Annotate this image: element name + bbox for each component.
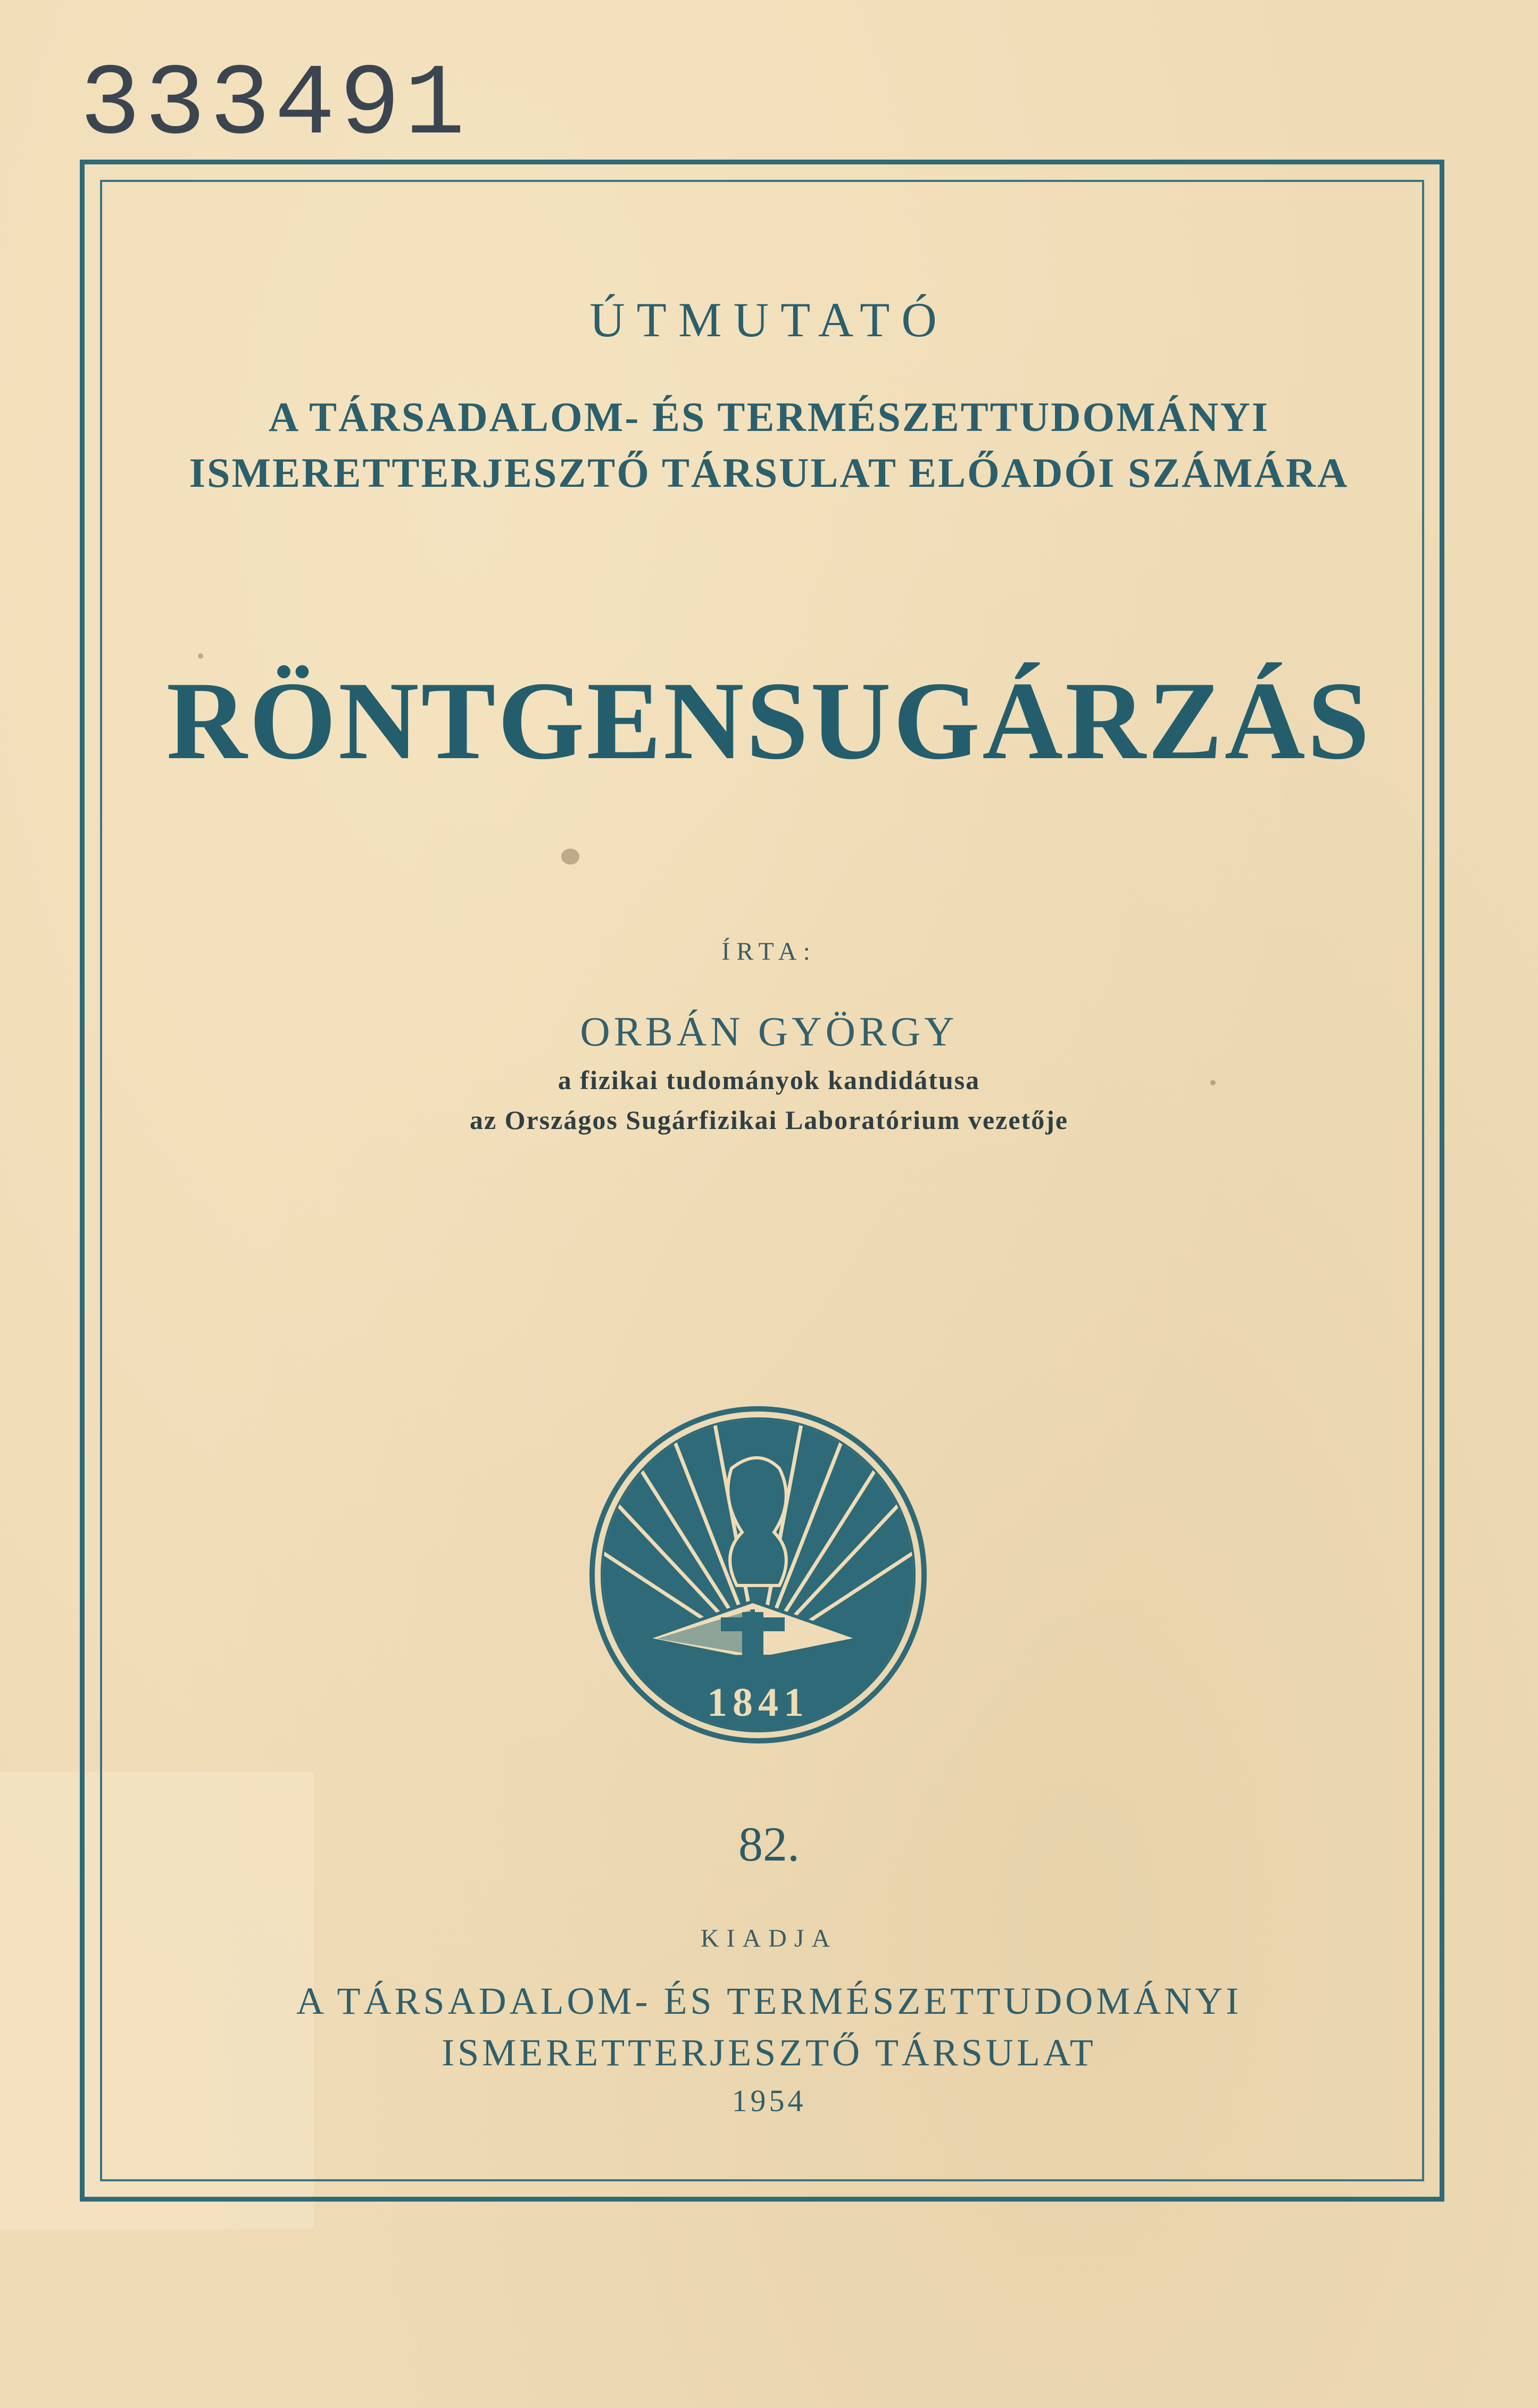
paper-speck xyxy=(561,849,579,865)
series-number: 82. xyxy=(738,1817,800,1871)
author-credential-1: a fizikai tudományok kandidátusa xyxy=(558,1065,980,1095)
publisher-label: KIADJA xyxy=(700,1924,838,1953)
publisher-line-2: ISMERETTERJESZTŐ TÁRSULAT xyxy=(442,2031,1096,2074)
paper-speck xyxy=(198,653,203,659)
publication-year: 1954 xyxy=(731,2083,807,2118)
society-emblem-icon xyxy=(588,1405,928,1745)
author-name: ORBÁN GYÖRGY xyxy=(580,1008,958,1054)
publisher-line-1: A TÁRSADALOM- ÉS TERMÉSZETTUDOMÁNYI xyxy=(296,1980,1242,2022)
written-by-label: ÍRTA: xyxy=(721,937,817,966)
inventory-stamp-number: 333491 xyxy=(80,49,470,163)
book-title: RÖNTGENSUGÁRZÁS xyxy=(166,659,1372,783)
emblem-year: 1841 xyxy=(707,1680,809,1725)
series-line-2: ISMERETTERJESZTŐ TÁRSULAT ELŐADÓI SZÁMÁRA xyxy=(189,450,1349,496)
series-line-1: A TÁRSADALOM- ÉS TERMÉSZETTUDOMÁNYI xyxy=(268,394,1270,440)
author-credential-2: az Országos Sugárfizikai Laboratórium vezetője xyxy=(469,1105,1069,1135)
paper-speck xyxy=(1210,1080,1216,1085)
guide-title: ÚTMUTATÓ xyxy=(589,293,949,347)
